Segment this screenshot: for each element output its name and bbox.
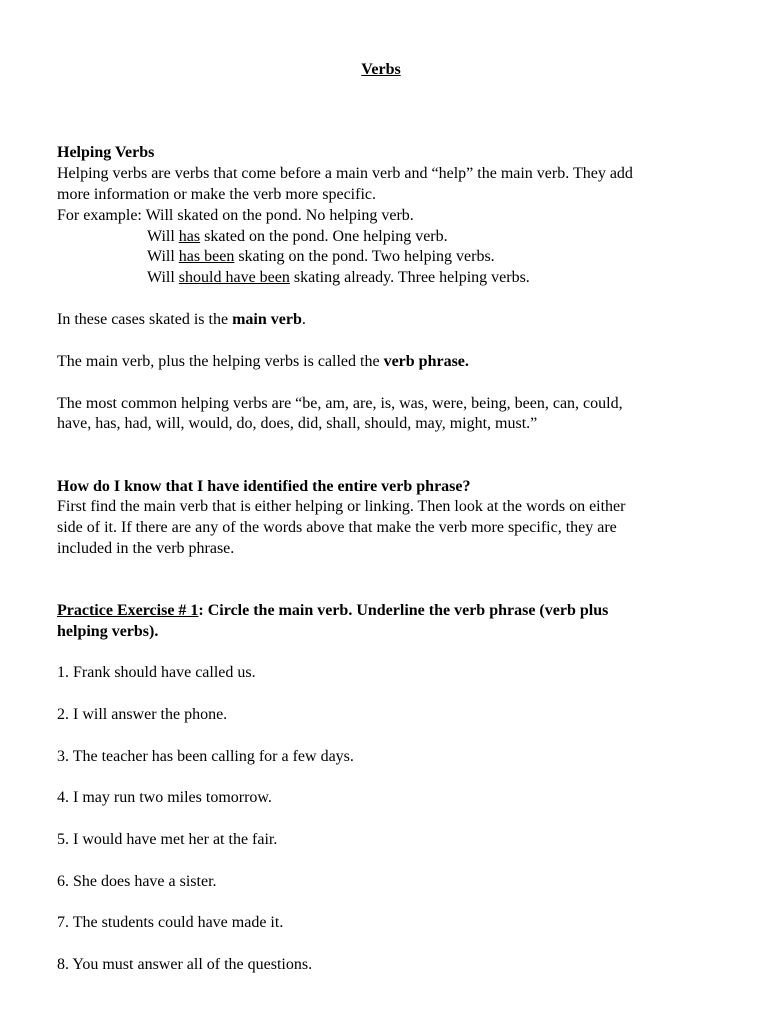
example-text: skating already. Three helping verbs.: [289, 269, 530, 286]
exercise-item: 4. I may run two miles tomorrow.: [57, 789, 272, 806]
exercise-item: 2. I will answer the phone.: [57, 706, 228, 723]
exercise-item: 1. Frank should have called us.: [57, 664, 256, 681]
example-intro: For example: Will skated on the pond. No helping verb.: [57, 207, 414, 224]
example-text: skated on the pond. One helping verb.: [200, 228, 448, 245]
exercise-item: 3. The teacher has been calling for a few days.: [57, 748, 354, 765]
example-line-3: [147, 268, 530, 288]
bold-term: verb phrase.: [383, 353, 469, 370]
underlined-helping-verb: should have been: [178, 269, 290, 286]
example-line-2: [147, 247, 495, 267]
intro-line-2: more information or make the verb more specific.: [57, 186, 376, 203]
exercise-item: 8. You must answer all of the questions.: [57, 956, 313, 973]
example-text: Will: [147, 228, 179, 245]
example-text: Will: [147, 269, 179, 286]
exercise-item: 6. She does have a sister.: [57, 873, 217, 890]
exercise-item: 7. The students could have made it.: [57, 914, 284, 931]
identify-line-1: First find the main verb that is either helping or linking. Then look at the words on either: [57, 498, 626, 515]
page-title: Verbs: [361, 61, 401, 78]
main-verb-sentence: [57, 310, 306, 330]
common-verbs-line-2: have, has, had, will, would, do, does, did, shall, should, may, might, must.”: [57, 415, 538, 432]
identify-line-3: included in the verb phrase.: [57, 540, 235, 557]
example-line-1: [147, 227, 448, 247]
identify-line-2: side of it. If there are any of the words above that make the verb more specific, they are: [57, 519, 617, 536]
helping-verbs-heading: Helping Verbs: [57, 144, 155, 161]
underlined-helping-verb: has been: [178, 248, 235, 265]
exercise-label: Practice Exercise # 1: [57, 602, 199, 619]
example-text: skating on the pond. Two helping verbs.: [234, 248, 495, 265]
sentence-text: In these cases skated is the: [57, 311, 233, 328]
verb-phrase-sentence: [57, 352, 469, 372]
bold-term: main verb: [232, 311, 302, 328]
exercise-instructions: [57, 601, 608, 621]
exercise-item: 5. I would have met her at the fair.: [57, 831, 278, 848]
common-verbs-line-1: The most common helping verbs are “be, am, are, is, was, were, being, been, can, could,: [57, 395, 623, 412]
exercise-instructions-line-2: helping verbs).: [57, 623, 159, 640]
exercise-instruction-text: : Circle the main verb. Underline the verb phrase (verb plus: [198, 602, 609, 619]
intro-line-1: Helping verbs are verbs that come before a main verb and “help” the main verb. They add: [57, 165, 633, 182]
identify-heading: How do I know that I have identified the entire verb phrase?: [57, 478, 471, 495]
sentence-text: The main verb, plus the helping verbs is called the: [57, 353, 384, 370]
sentence-text: .: [301, 311, 306, 328]
underlined-helping-verb: has: [178, 228, 201, 245]
example-text: Will: [147, 248, 179, 265]
